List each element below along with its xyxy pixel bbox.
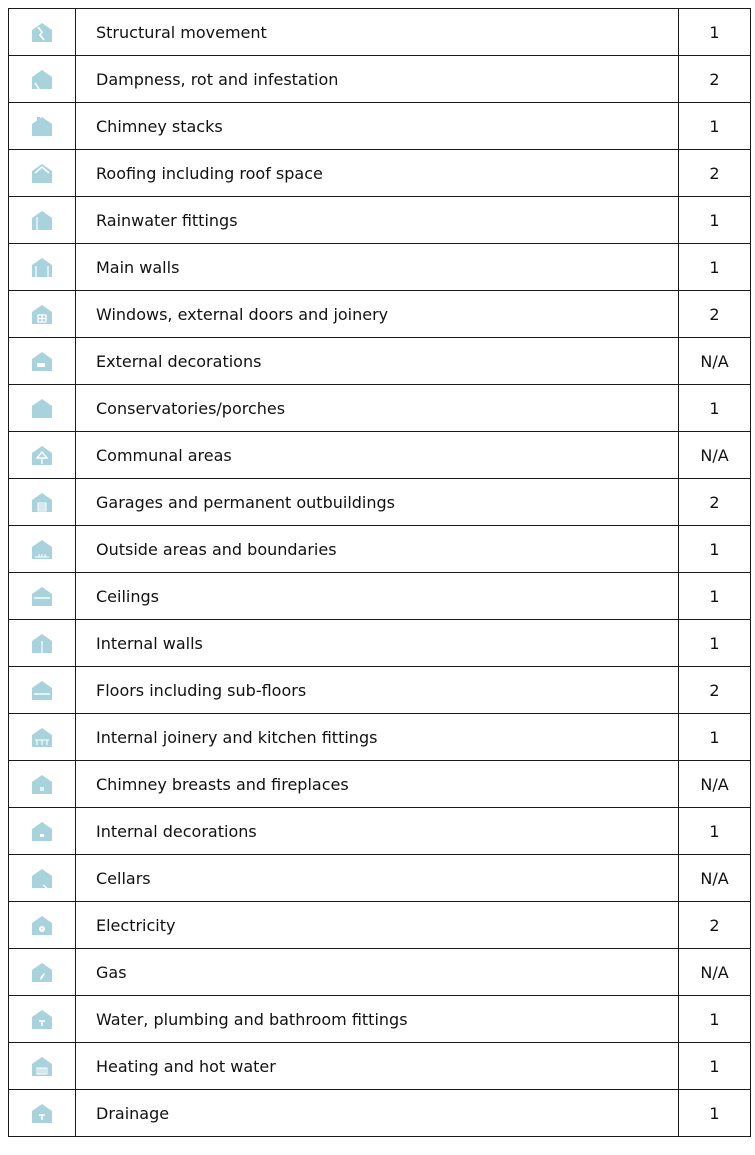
element-label: Internal walls [76,620,679,667]
element-label: Electricity [76,902,679,949]
outside-areas-house-icon [31,538,53,560]
table-row [9,855,751,902]
condition-rating: 1 [679,385,751,432]
icon-cell [9,573,76,620]
icon-cell [9,526,76,573]
condition-rating: 1 [679,1043,751,1090]
windows-doors-house-icon [31,303,53,325]
icon-cell [9,479,76,526]
condition-rating: N/A [679,855,751,902]
table-row [9,667,751,714]
table-row [9,56,751,103]
condition-ratings-table [8,8,751,1137]
external-decorations-house-icon [31,350,53,372]
internal-decorations-house-icon [31,820,53,842]
icon-cell [9,9,76,56]
icon-cell [9,996,76,1043]
element-label: Roofing including roof space [76,150,679,197]
icon-cell [9,291,76,338]
icon-cell [9,150,76,197]
icon-cell [9,855,76,902]
condition-rating: 1 [679,1090,751,1137]
icon-cell [9,714,76,761]
icon-cell [9,197,76,244]
element-label: Rainwater fittings [76,197,679,244]
icon-cell [9,949,76,996]
element-label: Floors including sub-floors [76,667,679,714]
water-plumbing-house-icon [31,1008,53,1030]
table-row [9,714,751,761]
table-row [9,197,751,244]
icon-cell [9,620,76,667]
condition-rating: N/A [679,338,751,385]
element-label: Drainage [76,1090,679,1137]
structural-movement-house-icon [31,21,53,43]
table-row [9,103,751,150]
floors-house-icon [31,679,53,701]
condition-rating: N/A [679,432,751,479]
chimney-breasts-house-icon [31,773,53,795]
condition-rating: 2 [679,479,751,526]
element-label: Internal joinery and kitchen fittings [76,714,679,761]
table-row [9,573,751,620]
electricity-house-icon [31,914,53,936]
table-row [9,9,751,56]
roofing-house-icon [31,162,53,184]
table-row [9,808,751,855]
condition-rating: N/A [679,949,751,996]
table-row [9,244,751,291]
dampness-house-icon [31,68,53,90]
element-label: Windows, external doors and joinery [76,291,679,338]
conservatories-house-icon [31,397,53,419]
element-label: Main walls [76,244,679,291]
table-row [9,761,751,808]
icon-cell [9,338,76,385]
condition-rating: N/A [679,761,751,808]
table-row [9,1043,751,1090]
rainwater-fittings-house-icon [31,209,53,231]
internal-joinery-house-icon [31,726,53,748]
element-label: Communal areas [76,432,679,479]
drainage-house-icon [31,1102,53,1124]
condition-rating: 2 [679,291,751,338]
icon-cell [9,432,76,479]
element-label: Water, plumbing and bathroom fittings [76,996,679,1043]
element-label: Gas [76,949,679,996]
condition-rating: 1 [679,714,751,761]
condition-rating: 1 [679,197,751,244]
element-label: Conservatories/porches [76,385,679,432]
icon-cell [9,808,76,855]
cellars-house-icon [31,867,53,889]
element-label: Garages and permanent outbuildings [76,479,679,526]
ceilings-house-icon [31,585,53,607]
table-row [9,291,751,338]
condition-rating: 1 [679,103,751,150]
element-label: Outside areas and boundaries [76,526,679,573]
element-label: Ceilings [76,573,679,620]
icon-cell [9,385,76,432]
condition-rating: 1 [679,526,751,573]
element-label: External decorations [76,338,679,385]
table-row [9,526,751,573]
garage-house-icon [31,491,53,513]
element-label: Internal decorations [76,808,679,855]
icon-cell [9,1043,76,1090]
table-row [9,620,751,667]
element-label: Dampness, rot and infestation [76,56,679,103]
condition-rating: 2 [679,150,751,197]
icon-cell [9,667,76,714]
condition-rating: 2 [679,56,751,103]
table-row [9,432,751,479]
element-label: Chimney stacks [76,103,679,150]
table-row [9,385,751,432]
element-label: Structural movement [76,9,679,56]
condition-rating: 1 [679,808,751,855]
table-row [9,1090,751,1137]
icon-cell [9,761,76,808]
heating-house-icon [31,1055,53,1077]
chimney-stacks-house-icon [31,115,53,137]
icon-cell [9,1090,76,1137]
condition-rating: 1 [679,573,751,620]
icon-cell [9,56,76,103]
gas-house-icon [31,961,53,983]
condition-rating: 1 [679,620,751,667]
icon-cell [9,103,76,150]
table-row [9,150,751,197]
element-label: Heating and hot water [76,1043,679,1090]
condition-rating: 1 [679,9,751,56]
table-row [9,479,751,526]
main-walls-house-icon [31,256,53,278]
icon-cell [9,902,76,949]
element-label: Cellars [76,855,679,902]
table-row [9,949,751,996]
condition-rating: 2 [679,902,751,949]
icon-cell [9,244,76,291]
table-row [9,902,751,949]
condition-rating: 2 [679,667,751,714]
table-row [9,338,751,385]
table-row [9,996,751,1043]
condition-rating: 1 [679,244,751,291]
condition-rating: 1 [679,996,751,1043]
communal-areas-house-icon [31,444,53,466]
internal-walls-house-icon [31,632,53,654]
element-label: Chimney breasts and fireplaces [76,761,679,808]
